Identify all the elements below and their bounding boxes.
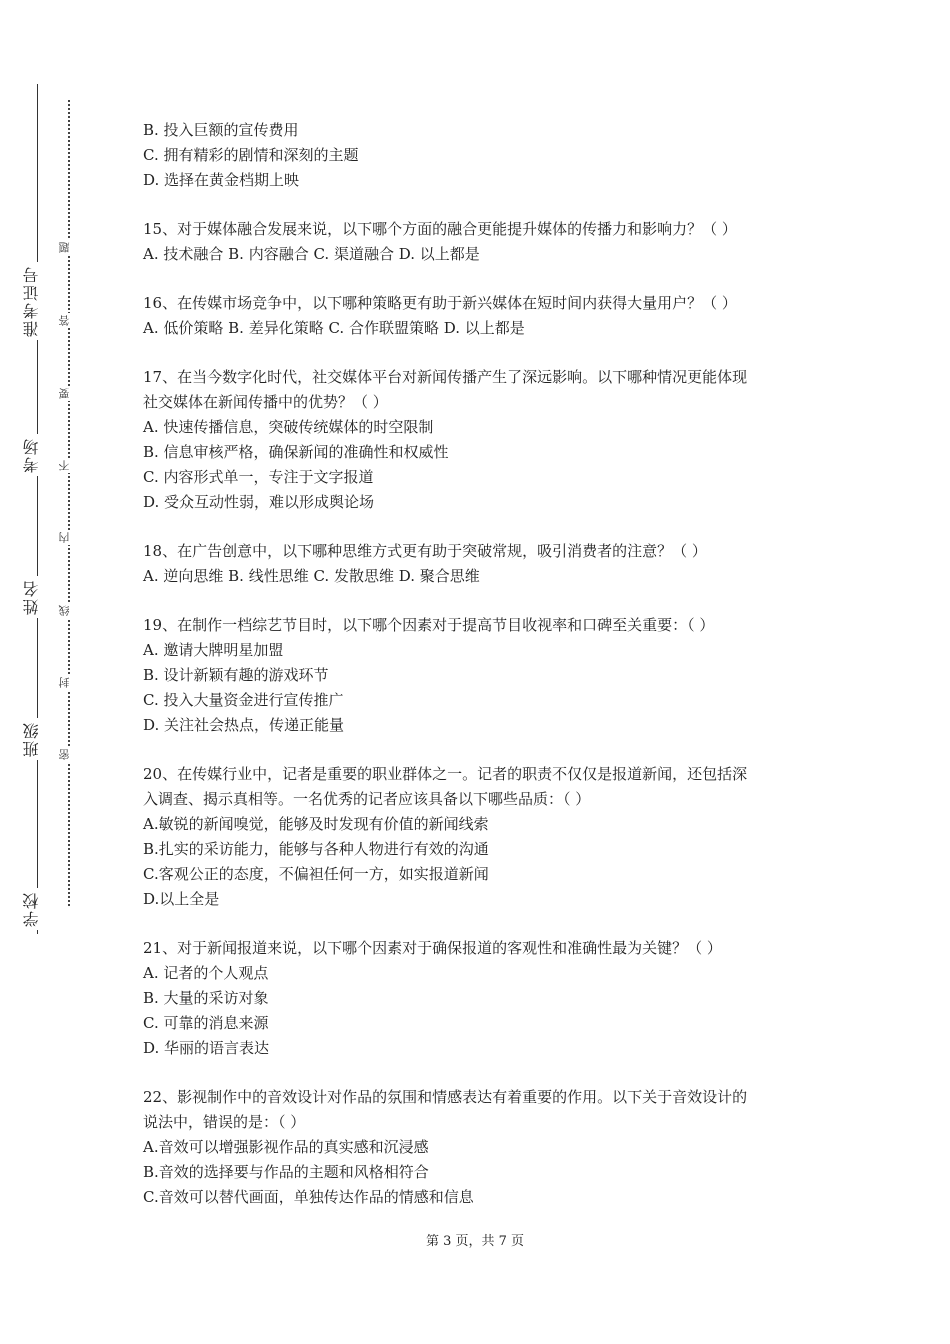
option: C.音效可以替代画面，单独传达作品的情感和信息 — [143, 1188, 474, 1206]
question-15 — [143, 217, 823, 267]
option: B. 信息审核严格，确保新闻的准确性和权威性 — [143, 443, 449, 461]
option: A.音效可以增强影视作品的真实感和沉浸感 — [143, 1138, 429, 1156]
question-20 — [143, 762, 823, 912]
seal-char: 内 — [58, 530, 78, 545]
question-stem: 20、在传媒行业中，记者是重要的职业群体之一。记者的职责不仅仅是报道新闻，还包括深 — [143, 765, 748, 783]
option: D. 选择在黄金档期上映 — [143, 171, 300, 189]
option: C.客观公正的态度，不偏袒任何一方，如实报道新闻 — [143, 865, 489, 883]
option: A. 邀请大牌明星加盟 — [143, 641, 284, 659]
question-21 — [143, 936, 823, 1061]
question-stem: 说法中，错误的是：（ ） — [143, 1113, 306, 1131]
seal-char: 密 — [58, 747, 78, 762]
question-stem: 19、在制作一档综艺节目时，以下哪个因素对于提高节目收视率和口碑至关重要：（ ） — [143, 616, 715, 634]
option: A. 快速传播信息，突破传统媒体的时空限制 — [143, 418, 434, 436]
page-number: 第 3 页，共 7 页 — [425, 1234, 525, 1249]
question-22 — [143, 1085, 823, 1210]
question-stem: 15、对于媒体融合发展来说，以下哪个方面的融合更能提升媒体的传播力和影响力？（ ） — [143, 220, 737, 238]
option: D. 关注社会热点，传递正能量 — [143, 716, 345, 734]
question-18 — [143, 539, 823, 589]
option: A. 低价策略 B. 差异化策略 C. 合作联盟策略 D. 以上都是 — [143, 319, 525, 337]
continued-options — [143, 118, 823, 193]
question-19 — [143, 613, 823, 738]
seal-char: 要 — [58, 386, 78, 401]
option: B.扎实的采访能力，能够与各种人物进行有效的沟通 — [143, 840, 489, 858]
option: A.敏锐的新闻嗅觉，能够及时发现有价值的新闻线索 — [143, 815, 489, 833]
name-label: 姓名 — [20, 576, 54, 618]
exam-id-label: 准考证号 — [20, 262, 54, 340]
option: B. 设计新颖有趣的游戏环节 — [143, 666, 329, 684]
option: A. 技术融合 B. 内容融合 C. 渠道融合 D. 以上都是 — [143, 245, 480, 263]
option: B. 投入巨额的宣传费用 — [143, 121, 299, 139]
binding-dotted-line — [68, 100, 70, 906]
question-stem: 21、对于新闻报道来说，以下哪个因素对于确保报道的客观性和准确性最为关键？（ ） — [143, 939, 722, 957]
option: C. 拥有精彩的剧情和深刻的主题 — [143, 146, 359, 164]
question-stem: 17、在当今数字化时代，社交媒体平台对新闻传播产生了深远影响。以下哪种情况更能体现 — [143, 368, 748, 386]
school-label: 学校 — [20, 888, 54, 930]
seal-char: 线 — [58, 603, 78, 618]
option: B. 大量的采访对象 — [143, 989, 269, 1007]
seal-char: 答 — [58, 313, 78, 328]
option: B.音效的选择要与作品的主题和风格相符合 — [143, 1163, 429, 1181]
option: C. 内容形式单一，专注于文字报道 — [143, 468, 374, 486]
option: C. 可靠的消息来源 — [143, 1014, 269, 1032]
class-label: 班级 — [20, 718, 54, 760]
question-stem: 22、影视制作中的音效设计对作品的氛围和情感表达有着重要的作用。以下关于音效设计的 — [143, 1088, 748, 1106]
question-stem: 16、在传媒市场竞争中，以下哪种策略更有助于新兴媒体在短时间内获得大量用户？（ ） — [143, 294, 737, 312]
seal-char: 不 — [58, 458, 78, 473]
binding-margin — [0, 0, 110, 1344]
question-stem: 社交媒体在新闻传播中的优势？（ ） — [143, 393, 388, 411]
question-16 — [143, 291, 823, 341]
seal-char: 封 — [58, 675, 78, 690]
binding-solid-line — [37, 84, 38, 934]
question-17 — [143, 365, 823, 515]
question-stem: 入调查、揭示真相等。一名优秀的记者应该具备以下哪些品质：（ ） — [143, 790, 591, 808]
option: D. 受众互动性弱，难以形成舆论场 — [143, 493, 375, 511]
question-stem: 18、在广告创意中，以下哪种思维方式更有助于突破常规，吸引消费者的注意？（ ） — [143, 542, 707, 560]
exam-room-label: 考场 — [20, 434, 54, 476]
option: A. 逆向思维 B. 线性思维 C. 发散思维 D. 聚合思维 — [143, 567, 480, 585]
option: A. 记者的个人观点 — [143, 964, 269, 982]
option: D. 华丽的语言表达 — [143, 1039, 270, 1057]
exam-content — [143, 118, 823, 1210]
seal-char: 题 — [58, 240, 78, 255]
option: C. 投入大量资金进行宣传推广 — [143, 691, 344, 709]
option: D.以上全是 — [143, 890, 220, 908]
